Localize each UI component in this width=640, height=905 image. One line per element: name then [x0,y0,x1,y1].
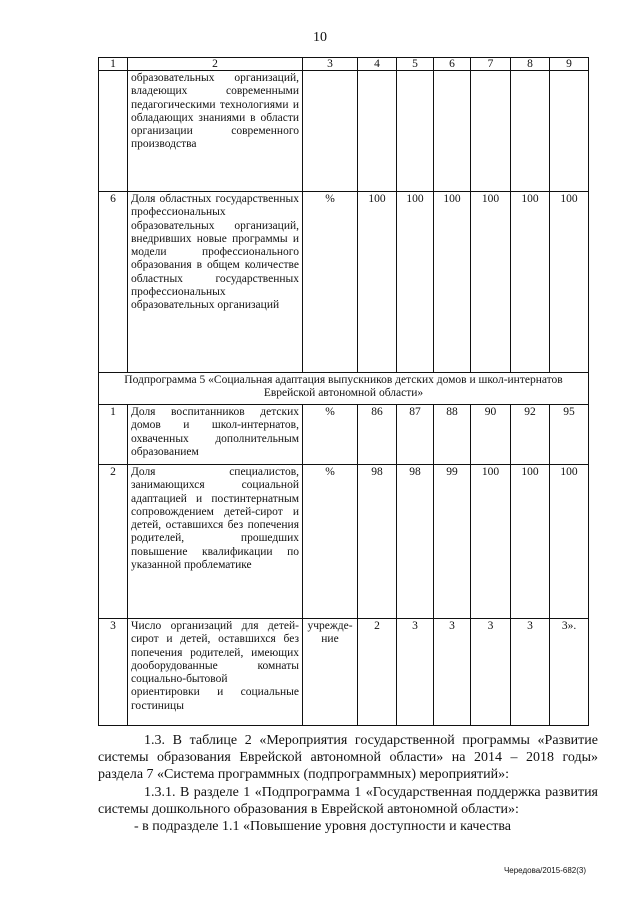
column-header: 6 [434,58,471,71]
footer-reference: Чередова/2015-682(3) [503,866,586,875]
indicator-text: Доля воспитанников детских домов и школ-интернатов, охваченных дополнительным образованием [128,405,303,465]
value-cell: 90 [471,405,511,465]
value-cell: 98 [358,465,397,619]
unit-cell: % [303,465,358,619]
value-cell: 100 [471,192,511,373]
table-row [99,405,589,465]
value-cell: 3 [434,619,471,726]
row-number: 6 [99,192,128,373]
table-header-row [99,58,589,71]
value-cell: 100 [397,192,434,373]
value-cell: 2 [358,619,397,726]
value-cell: 99 [434,465,471,619]
indicator-text: образовательных организаций, владеющих современными педагогическими технологиями и обладающих знаниями в области организации современного производства [128,71,303,192]
page-number: 10 [313,30,327,45]
unit-cell: % [303,405,358,465]
unit-cell: учрежде-ние [303,619,358,726]
row-number: 1 [99,405,128,465]
value-cell: 100 [358,192,397,373]
column-header: 7 [471,58,511,71]
paragraph: 1.3.1. В разделе 1 «Подпрограмма 1 «Государственная поддержка развития системы дошкольного образования в Еврейской автономной области»: [98,784,598,817]
indicator-text: Число организаций для детей-сирот и детей, оставшихся без попечения родителей, имеющих дооборудованные комнаты социально-бытовой ориентировки и социальные гостиницы [128,619,303,726]
column-header: 4 [358,58,397,71]
value-cell: 87 [397,405,434,465]
value-cell: 92 [511,405,550,465]
subprogram-row [99,373,589,405]
value-cell: 100 [511,192,550,373]
value-cell: 100 [434,192,471,373]
value-cell: 100 [511,465,550,619]
column-header: 8 [511,58,550,71]
value-cell: 88 [434,405,471,465]
value-cell: 98 [397,465,434,619]
paragraph: - в подразделе 1.1 «Повышение уровня доступности и качества [134,819,511,835]
column-header: 3 [303,58,358,71]
table-row-continued [99,71,589,192]
value-cell: 3 [511,619,550,726]
body-text [98,732,598,835]
column-header: 9 [550,58,589,71]
value-cell: 3 [471,619,511,726]
value-cell: 95 [550,405,589,465]
value-cell: 3 [397,619,434,726]
table-row [99,465,589,619]
row-number: 2 [99,465,128,619]
table-row [99,192,589,373]
value-cell: 100 [550,465,589,619]
indicator-text: Доля областных государственных профессиональных образовательных организаций, внедривших новые программы и модели профессионального образования в общем количестве областных государственных профессиональных образовательных организаций [128,192,303,373]
unit-cell: % [303,192,358,373]
value-cell: 100 [550,192,589,373]
value-cell: 3». [550,619,589,726]
indicator-text: Доля специалистов, занимающихся социальной адаптацией и постинтернатным сопровождением детей-сирот и детей, оставшихся без попечения родителей, прошедших повышение квалификации по указанной проблематике [128,465,303,619]
value-cell: 86 [358,405,397,465]
value-cell: 100 [471,465,511,619]
table-row [99,619,589,726]
indicators-table [98,57,589,726]
column-header: 1 [99,58,128,71]
row-number: 3 [99,619,128,726]
column-header: 2 [128,58,303,71]
subprogram-title: Подпрограмма 5 «Социальная адаптация выпускников детских домов и школ-интернатов Еврейской автономной области» [99,373,589,405]
column-header: 5 [397,58,434,71]
paragraph: 1.3. В таблице 2 «Мероприятия государственной программы «Развитие системы образования Еврейской автономной области» на 2014 – 2018 годы» раздела 7 «Система программных (подпрограммных) мероприятий»: [98,733,598,783]
